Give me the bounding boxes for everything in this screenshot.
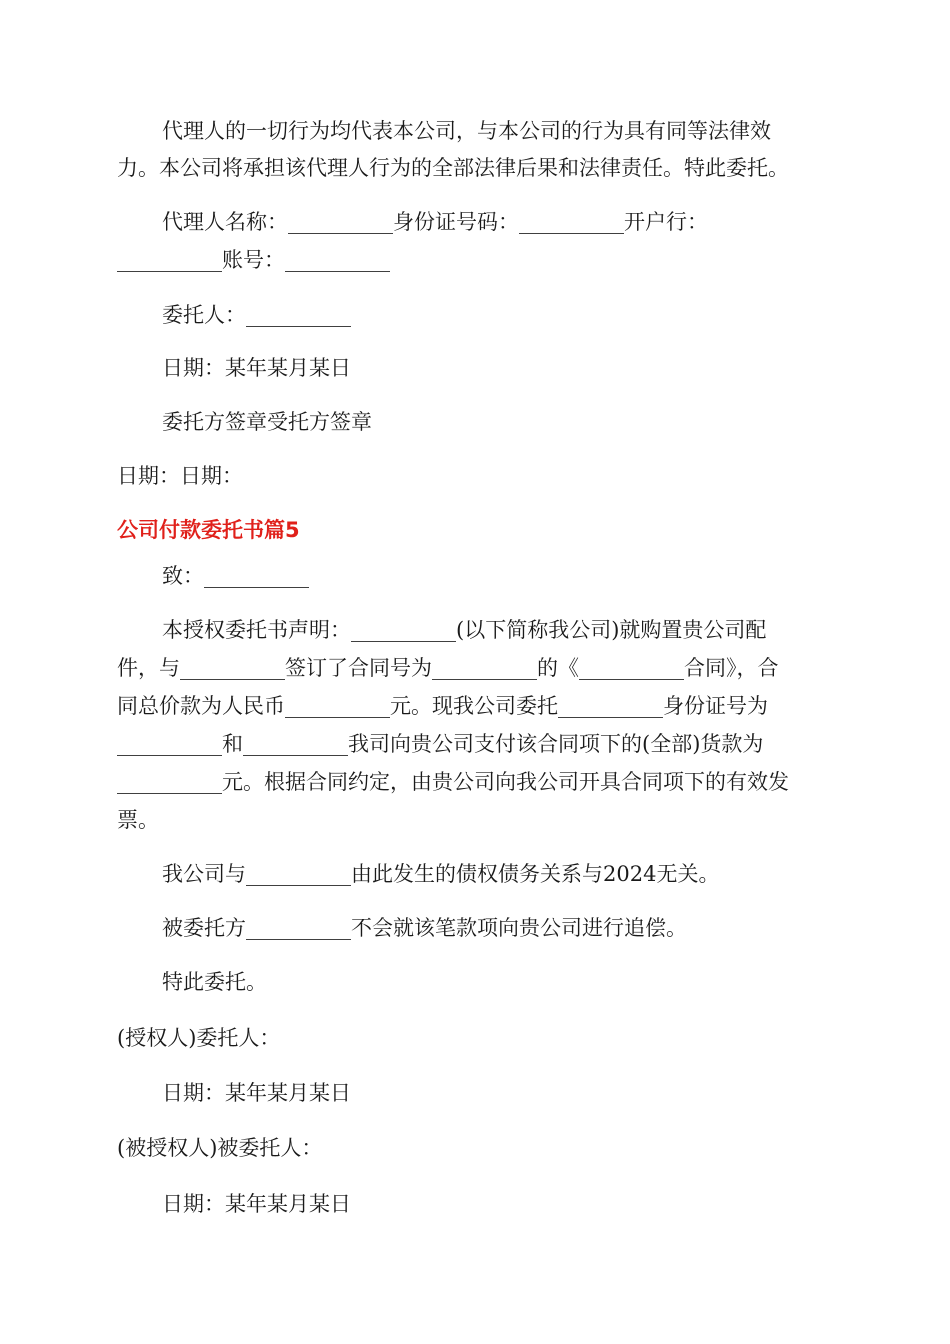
paragraph-line: 力。本公司将承担该代理人行为的全部法律后果和法律责任。特此委托。 xyxy=(117,156,789,180)
date-line: 日期：某年某月某日 xyxy=(162,356,351,380)
date-line: 日期：某年某月某日 xyxy=(162,1081,351,1105)
agent-info-line: 代理人名称：__________身份证号码：__________开户行： xyxy=(162,210,708,234)
section-heading: 公司付款委托书篇5 xyxy=(117,518,300,542)
paragraph-line: 件，与__________签订了合同号为__________的《__________合同》，合 xyxy=(117,656,779,680)
paragraph-line: 同总价款为人民币__________元。现我公司委托__________身份证号为 xyxy=(117,694,768,718)
hereby-line: 特此委托。 xyxy=(162,970,267,994)
debt-statement-line: 我公司与__________由此发生的债权债务关系与2024无关。 xyxy=(162,862,720,886)
authorizer-line: (授权人)委托人： xyxy=(117,1026,281,1050)
paragraph-line: __________和__________我司向贵公司支付该合同项下的(全部)货款为 xyxy=(117,732,764,756)
paragraph-line: 代理人的一切行为均代表本公司，与本公司的行为具有同等法律效 xyxy=(162,119,771,143)
addressee-line: 致：__________ xyxy=(162,564,309,588)
agent-info-line: __________账号：__________ xyxy=(117,248,390,272)
paragraph-line: __________元。根据合同约定，由贵公司向我公司开具合同项下的有效发 xyxy=(117,770,789,794)
seal-line: 委托方签章受托方签章 xyxy=(162,410,372,434)
principal-line: 委托人：__________ xyxy=(162,303,351,327)
date-line: 日期：某年某月某日 xyxy=(162,1192,351,1216)
authorized-line: (被授权人)被委托人： xyxy=(117,1136,323,1160)
no-claim-line: 被委托方__________不会就该笔款项向贵公司进行追偿。 xyxy=(162,916,687,940)
dates-line: 日期：日期： xyxy=(117,464,243,488)
paragraph-line: 票。 xyxy=(117,808,159,832)
paragraph-line: 本授权委托书声明：__________(以下简称我公司)就购置贵公司配 xyxy=(162,618,767,642)
